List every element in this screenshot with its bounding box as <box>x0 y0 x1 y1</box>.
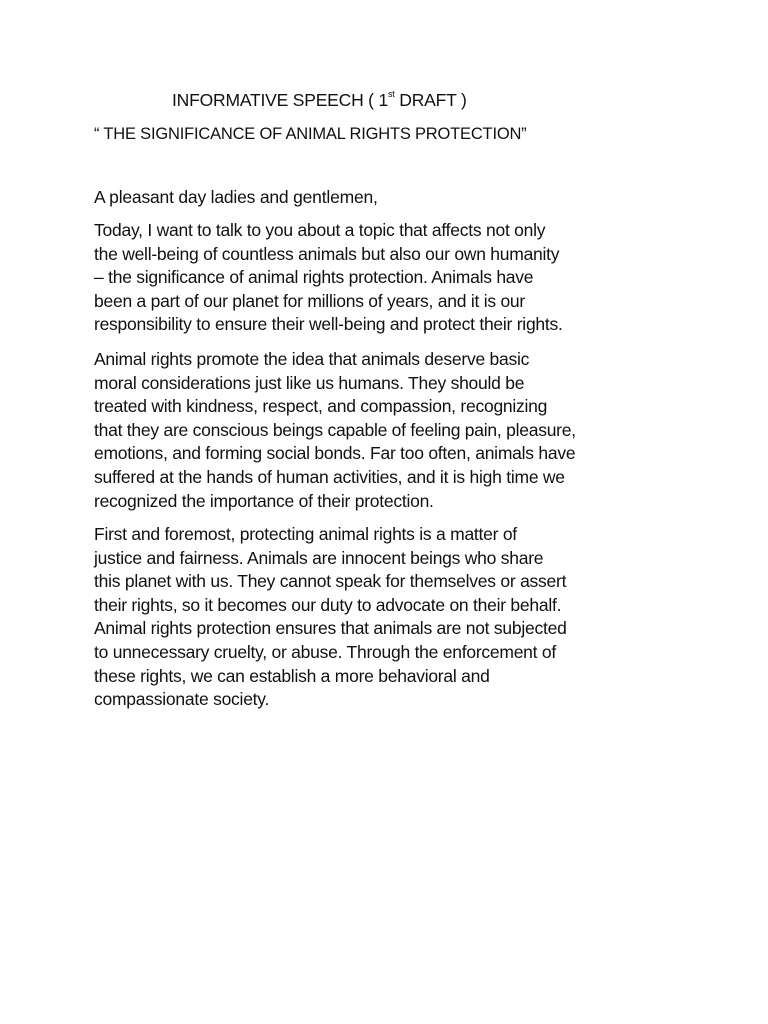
paragraph-line: the well-being of countless animals but also our own humanity <box>94 243 560 264</box>
paragraph-line: Animal rights promote the idea that animals deserve basic <box>94 349 530 369</box>
paragraph-line: responsibility to ensure their well-being and protect their rights. <box>94 314 563 335</box>
paragraph-line: suffered at the hands of human activities, and it is high time we <box>94 466 565 487</box>
paragraph-2 <box>94 348 694 513</box>
paragraph-line: compassionate society. <box>94 689 270 710</box>
document-subtitle: “ THE SIGNIFICANCE OF ANIMAL RIGHTS PROTECTION” <box>94 125 527 143</box>
greeting-line: A pleasant day ladies and gentlemen, <box>94 187 378 207</box>
paragraph-line: treated with kindness, respect, and compassion, recognizing <box>94 396 548 417</box>
paragraph-3 <box>94 523 694 712</box>
paragraph-line: that they are conscious beings capable of feeling pain, pleasure, <box>94 419 576 440</box>
title-superscript: st <box>388 89 395 99</box>
paragraph-line: this planet with us. They cannot speak for themselves or assert <box>94 571 567 592</box>
paragraph-line: these rights, we can establish a more behavioral and <box>94 665 490 686</box>
paragraph-line: justice and fairness. Animals are innocent beings who share <box>94 547 544 568</box>
paragraph-line: moral considerations just like us humans. They should be <box>94 372 525 393</box>
paragraph-line: been a part of our planet for millions of years, and it is our <box>94 290 525 311</box>
paragraph-line: emotions, and forming social bonds. Far too often, animals have <box>94 443 576 464</box>
document-title <box>172 88 467 112</box>
title-suffix: DRAFT ) <box>394 90 467 110</box>
paragraph-line: First and foremost, protecting animal rights is a matter of <box>94 524 517 544</box>
title-text: INFORMATIVE SPEECH ( 1 <box>172 90 388 110</box>
paragraph-line: Today, I want to talk to you about a topic that affects not only <box>94 220 546 240</box>
paragraph-line: – the significance of animal rights protection. Animals have <box>94 267 534 288</box>
paragraph-line: to unnecessary cruelty, or abuse. Through the enforcement of <box>94 641 556 662</box>
paragraph-line: Animal rights protection ensures that animals are not subjected <box>94 618 567 639</box>
paragraph-line: their rights, so it becomes our duty to advocate on their behalf. <box>94 594 562 615</box>
paragraph-1 <box>94 219 694 337</box>
paragraph-line: recognized the importance of their protection. <box>94 490 434 511</box>
